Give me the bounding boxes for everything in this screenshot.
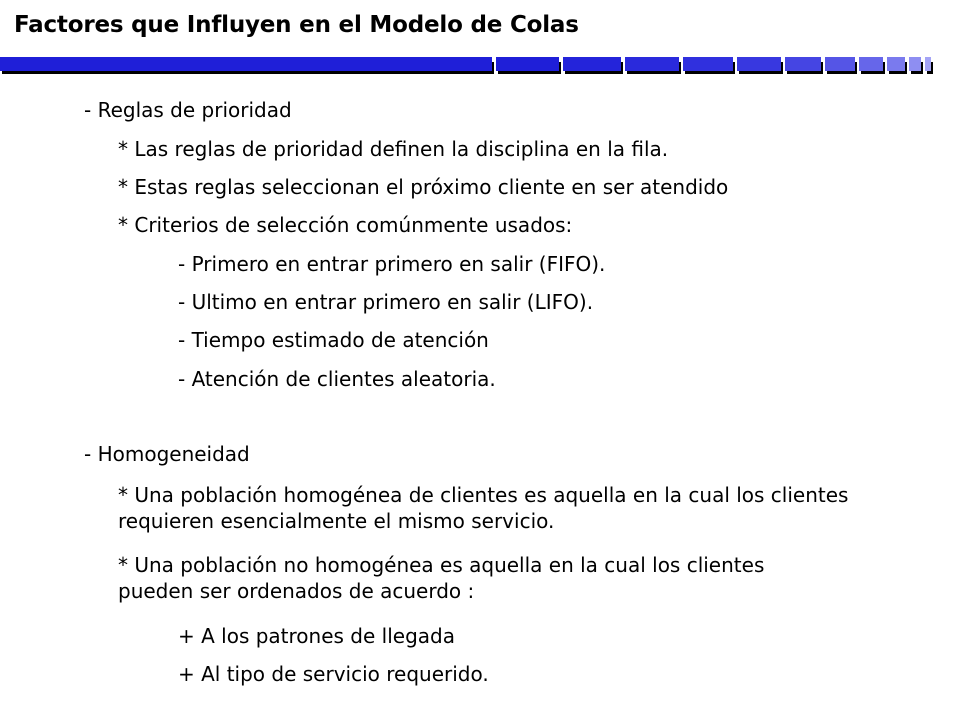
section-heading-homogeneity: - Homogeneidad: [84, 442, 250, 466]
sub-bullet-point: + Al tipo de servicio requerido.: [178, 662, 489, 686]
bullet-point: * Las reglas de prioridad definen la disciplina en la fila.: [118, 137, 669, 161]
sub-bullet-point: - Ultimo en entrar primero en salir (LIFO).: [178, 290, 594, 314]
bullet-point: * Criterios de selección comúnmente usados:: [118, 213, 573, 237]
sub-bullet-point: + A los patrones de llegada: [178, 624, 455, 648]
slide-title: Factores que Influyen en el Modelo de Colas: [14, 12, 579, 38]
sub-bullet-point: - Primero en entrar primero en salir (FIFO).: [178, 252, 606, 276]
sub-bullet-point: - Atención de clientes aleatoria.: [178, 367, 496, 391]
bullet-point: * Una población homogénea de clientes es aquella en la cual los clientes requieren esencialmente el mismo servicio.: [118, 483, 849, 533]
section-heading-priority: - Reglas de prioridad: [84, 98, 292, 122]
bullet-point: * Una población no homogénea es aquella en la cual los clientes pueden ser ordenados de acuerdo :: [118, 553, 765, 603]
sub-bullet-point: - Tiempo estimado de atención: [178, 328, 489, 352]
bullet-point: * Estas reglas seleccionan el próximo cliente en ser atendido: [118, 175, 729, 199]
